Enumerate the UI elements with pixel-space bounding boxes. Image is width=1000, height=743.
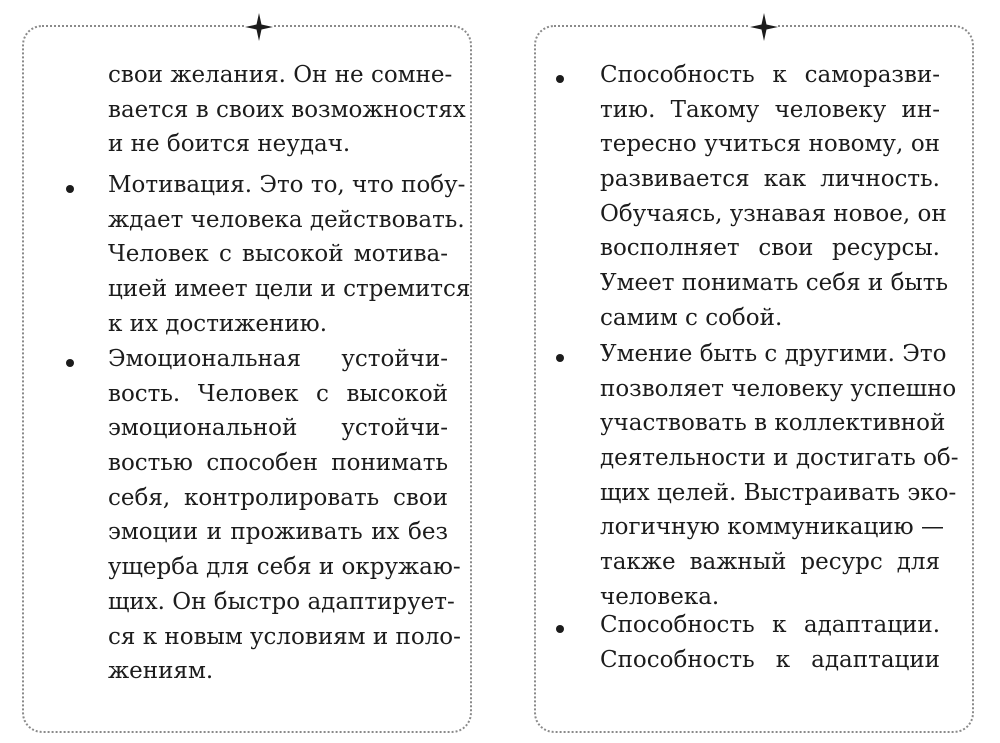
list-item-self-development [600,58,948,336]
star-ornament-icon [245,13,273,41]
text-line: жениям. [108,658,214,685]
text-line: самим с собой. [600,304,783,331]
list-item-being-with-others [600,337,959,615]
bullet-icon [66,185,74,193]
bullet-icon [556,354,564,362]
bullet-icon [556,75,564,83]
text-line: и не боится неудач. [108,131,351,158]
text-line: позволяет человеку успешно [600,375,957,402]
text-line: цией имеет цели и стремится [108,276,471,303]
bullet-icon [556,625,564,633]
text-line: человека. [600,583,720,610]
text-line: Человек с высокой мотива- [108,241,448,268]
text-line: также важный ресурс для [600,549,940,576]
text-line: эмоциональной устойчи- [108,415,448,442]
text-line: Эмоциональная устойчи- [108,346,448,372]
continuation-paragraph [108,58,466,162]
left-page-frame [22,25,472,733]
list-item-motivation [108,168,471,341]
text-line: вается в своих возможностях [108,96,466,123]
text-line: восполняет свои ресурсы. [600,235,940,262]
text-line: участвовать в коллективной [600,410,946,437]
star-ornament-icon [750,13,778,41]
list-item-emotional-stability [108,342,461,689]
text-line: ся к новым условиям и поло- [108,623,461,650]
text-line: Мотивация. Это то, что побу- [108,172,466,198]
text-line: Способность к адаптации. [600,612,940,638]
text-line: ждает человека действовать. [108,206,465,233]
text-line: вость. Человек с высокой [108,380,448,407]
text-line: Способность к адаптации [600,646,940,673]
bullet-icon [66,359,74,367]
text-line: Способность к саморазви- [600,62,940,88]
text-line: тересно учиться новому, он [600,131,940,158]
text-line: логичную коммуникацию — [600,514,944,541]
text-line: эмоции и проживать их без [108,519,448,546]
text-line: развивается как личность. [600,166,940,193]
text-line: щих. Он быстро адаптирует- [108,588,455,615]
text-line: деятельности и достигать об- [600,445,959,472]
text-line: свои желания. Он не сомне- [108,62,453,88]
text-line: Умеет понимать себя и быть [600,270,948,297]
text-line: себя, контролировать свои [108,484,448,511]
text-line: Обучаясь, узнавая новое, он [600,200,947,227]
text-line: востью способен понимать [108,450,448,477]
text-line: щих целей. Выстраивать эко- [600,479,957,506]
right-page-frame [534,25,974,733]
text-line: к их достижению. [108,310,328,337]
text-line: ущерба для себя и окружаю- [108,554,461,581]
list-item-adaptation [600,608,940,677]
text-line: Умение быть с другими. Это [600,341,947,367]
text-line: тию. Такому человеку ин- [600,96,940,123]
